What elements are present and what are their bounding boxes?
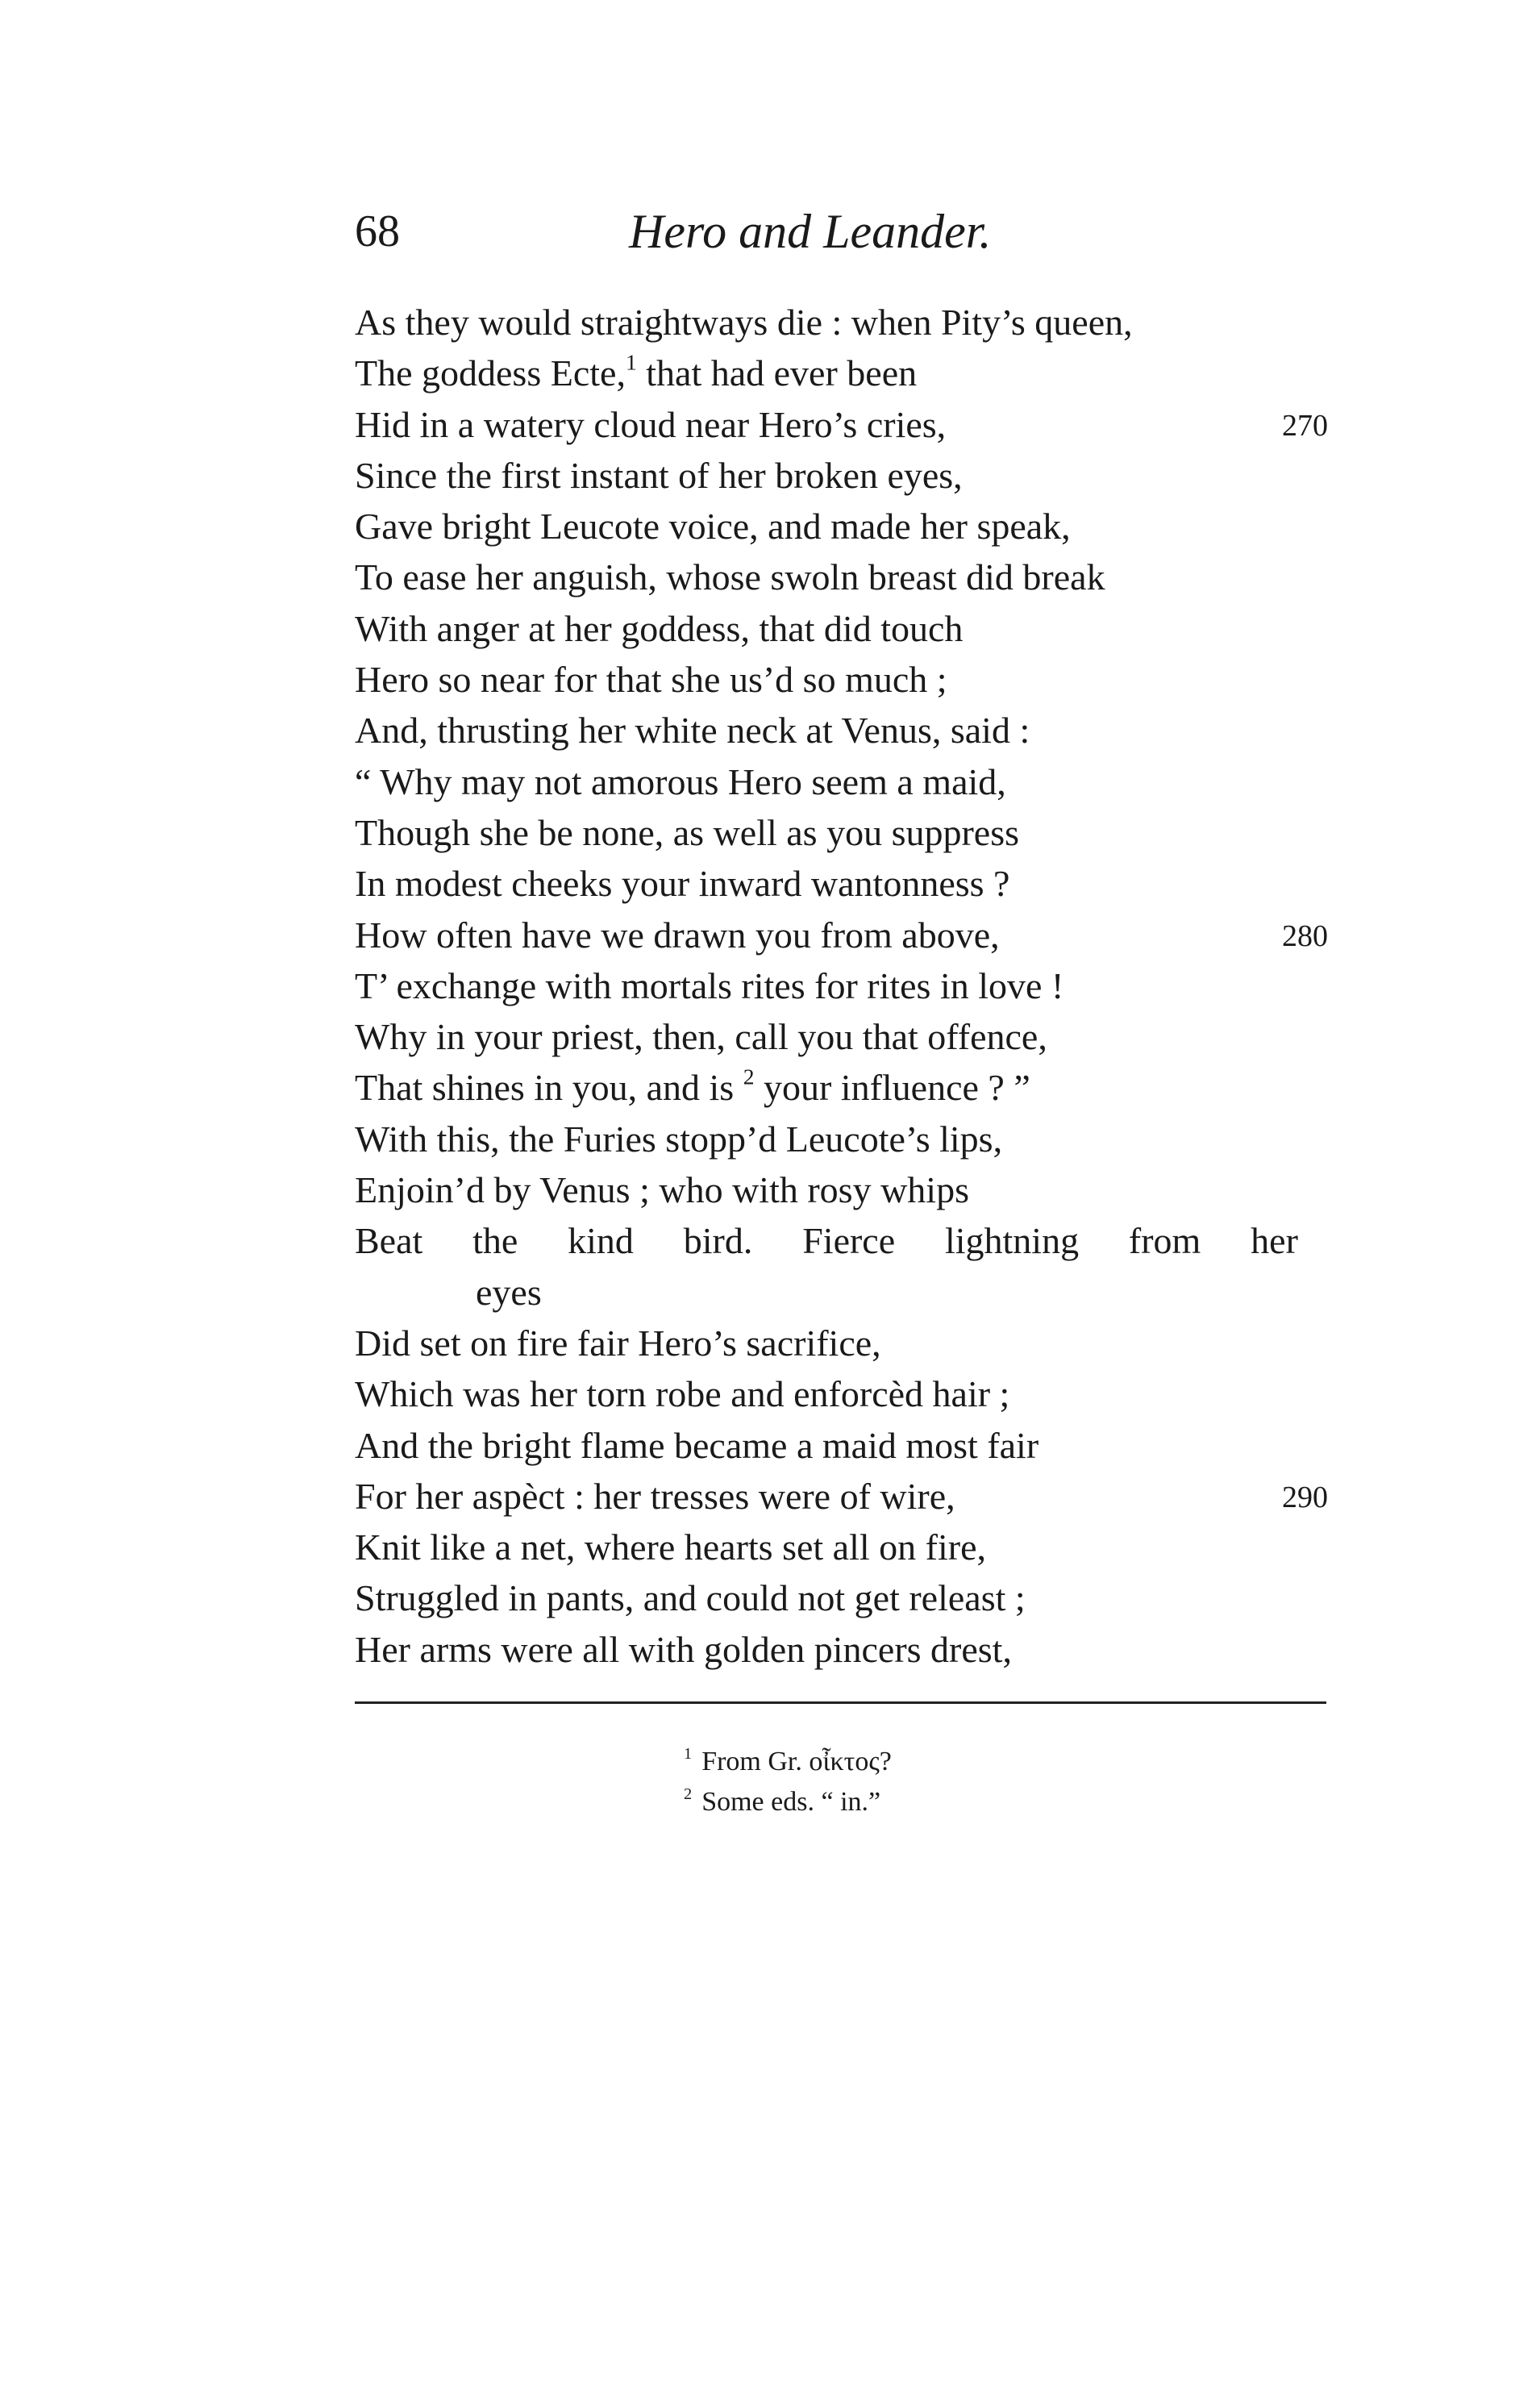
poem-line-text: Struggled in pants, and could not get releast ; [355,1577,1026,1619]
poem-line [355,1368,1346,1419]
line-number: 290 [1282,1480,1328,1514]
poem-line [355,1624,1346,1675]
poem-line [355,450,1346,501]
line-number: 280 [1282,918,1328,953]
poem-line [355,1420,1346,1471]
footnote [684,1742,892,1782]
poem-line [355,858,1346,909]
poem-line-text: eyes [476,1271,542,1313]
poem-line-text: Though she be none, as well as you suppress [355,811,1020,853]
poem-line [355,654,1346,705]
footnote [684,1782,892,1822]
poem-line-text: Gave bright Leucote voice, and made her speak, [355,506,1071,548]
poem-line [355,348,1346,398]
poem-line-text: And, thrusting her white neck at Venus, said : [355,710,1030,752]
poem-line-text: With this, the Furies stopp’d Leucote’s lips, [355,1118,1003,1160]
poem-line-text: That shines in you, and is $^2$ your influence ? ” [355,1064,1030,1109]
poem-line-text: With anger at her goddess, that did touch [355,607,964,649]
poem-line [355,807,1346,858]
footnote-reference: 1 [625,349,637,375]
poem-line [355,297,1346,348]
poem-text [355,297,1346,1675]
page-number: 68 [355,206,400,256]
poem-line [355,910,1346,960]
poem-line-text: Her arms were all with golden pincers drest, [355,1628,1012,1670]
poem-line [355,1522,1346,1572]
footnote-text: From Gr. οἶκτος? [701,1747,892,1776]
poem-line [355,1114,1346,1164]
poem-line [355,1267,1346,1318]
poem-line-text: As they would straightways die : when Pity’s queen, [355,302,1133,343]
footnote-reference: 2 [743,1064,755,1090]
poem-line-text: For her aspèct : her tresses were of wire, [355,1475,955,1517]
poem-line-text: In modest cheeks your inward wantonness ? [355,863,1010,905]
poem-line [355,705,1346,756]
poem-line-text: To ease her anguish, whose swoln breast did break [355,556,1105,598]
footnote-rule [355,1701,1326,1704]
footnote-text: Some eds. “ in.” [701,1787,881,1817]
poem-line-text: Which was her torn robe and enforcèd hair ; [355,1373,1010,1415]
poem-line [355,960,1346,1011]
poem-line [355,1164,1346,1215]
poem-line [355,1572,1346,1623]
poem-line-text: And the bright flame became a maid most fair [355,1424,1039,1466]
footnote-mark: 2 [684,1785,693,1803]
poem-line-text: Enjoin’d by Venus ; who with rosy whips [355,1169,969,1211]
poem-line [355,1062,1346,1113]
poem-line-text: “ Why may not amorous Hero seem a maid, [355,760,1006,802]
poem-line-text: Did set on fire fair Hero’s sacrifice, [355,1322,881,1364]
line-number: 270 [1282,408,1328,443]
running-title: Hero and Leander. [629,205,992,258]
poem-line-text: How often have we drawn you from above, [355,914,1000,956]
poem-line [355,756,1346,807]
footnote-mark: 1 [684,1744,693,1763]
poem-line [355,501,1346,552]
poem-line-text: Why in your priest, then, call you that offence, [355,1016,1047,1058]
poem-line [355,1011,1346,1062]
poem-line [355,1318,1346,1368]
poem-line-text: Knit like a net, where hearts set all on fire, [355,1526,986,1568]
poem-line-text: Beat the kind bird. Fierce lightning from her [355,1220,1298,1262]
poem-line [355,399,1346,450]
poem-line-text: Hero so near for that she us’d so much ; [355,659,947,701]
poem-line-text: Hid in a watery cloud near Hero’s cries, [355,403,947,445]
poem-line-text: Since the first instant of her broken eyes, [355,454,963,496]
poem-line [355,1215,1346,1266]
poem-line-text: The goddess Ecte,$^1$ that had ever been [355,349,918,394]
poem-line [355,1471,1346,1522]
poem-line-text: T’ exchange with mortals rites for rites in love ! [355,964,1064,1006]
poem-line [355,552,1346,602]
poem-line [355,603,1346,654]
footnotes [684,1742,892,1822]
